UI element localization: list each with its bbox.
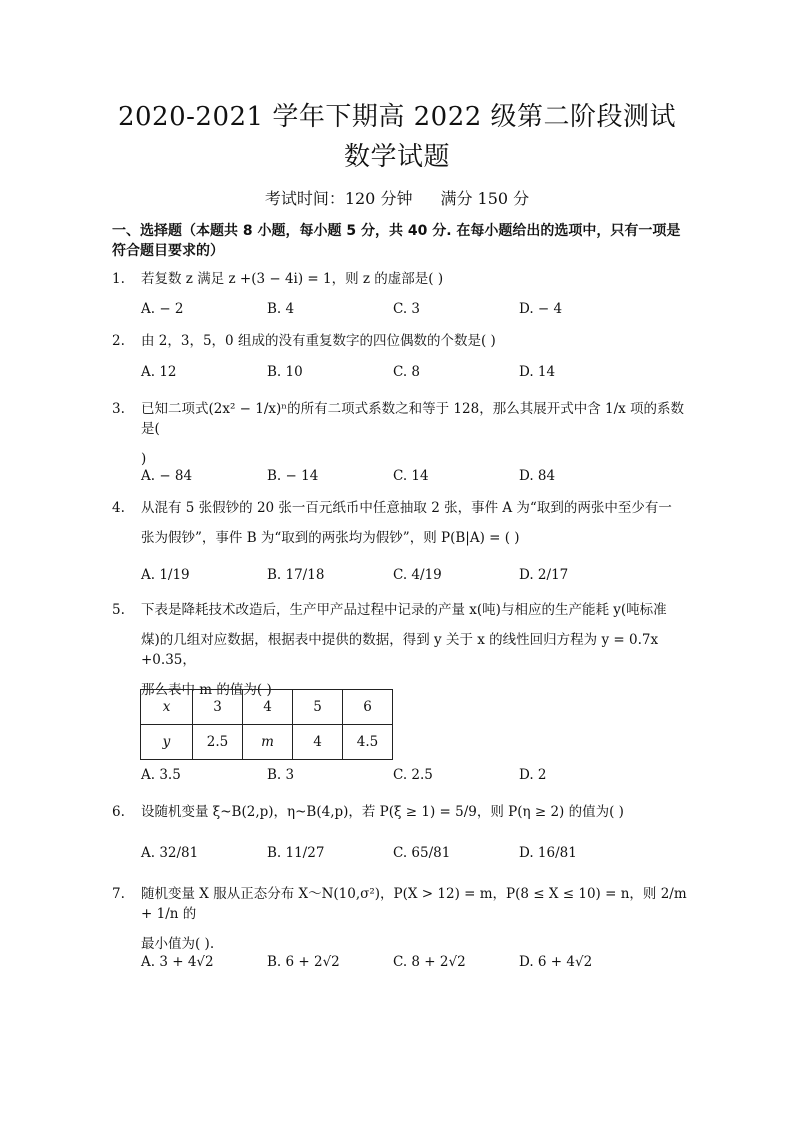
table-row xyxy=(141,725,393,760)
exam-title-line2: 数学试题 xyxy=(343,142,450,172)
question-6 xyxy=(112,802,692,822)
section-heading: 一、选择题（本题共 8 小题，每小题 5 分，共 40 分. 在每小题给出的选项中，只有一项是符合题目要求的） xyxy=(112,223,681,259)
option-c: C. 4/19 xyxy=(393,567,442,583)
option-b: B. − 14 xyxy=(267,468,319,484)
table-cell: 4.5 xyxy=(343,725,393,760)
question-stem-line: 张为假钞”，事件 B 为“取到的两张均为假钞”，则 P(B|A) = ( ) xyxy=(141,530,520,546)
table-cell: 4 xyxy=(243,690,293,725)
option-c: C. 3 xyxy=(393,301,421,317)
question-stem-line: 从混有 5 张假钞的 20 张一百元纸币中任意抽取 2 张，事件 A 为“取到的两张中至少有一 xyxy=(141,500,672,516)
question-stem: 设随机变量 ξ~B(2,p)，η~B(4,p)，若 P(ξ ≥ 1) = 5/9，则 P(η ≥ 2) 的值为( ) xyxy=(141,804,624,820)
question-4 xyxy=(112,498,692,558)
option-d: D. 14 xyxy=(519,364,556,380)
option-b: B. 11/27 xyxy=(267,845,325,861)
table-cell: 2.5 xyxy=(193,725,243,760)
option-d: D. 16/81 xyxy=(519,845,577,861)
option-b: B. 17/18 xyxy=(267,567,325,583)
question-stem-line: 随机变量 X 服从正态分布 X～N(10,σ²)，P(X > 12) = m，P(8 ≤ X ≤ 10) = n，则 2/m + 1/n 的 xyxy=(141,886,687,922)
option-d: D. 84 xyxy=(519,468,556,484)
table-cell: 3 xyxy=(193,690,243,725)
table-cell: 6 xyxy=(343,690,393,725)
option-b: B. 3 xyxy=(267,767,295,783)
option-a: A. − 2 xyxy=(141,301,184,317)
question-number: 3. xyxy=(112,401,125,417)
option-a: A. 3.5 xyxy=(141,767,181,783)
question-number: 5. xyxy=(112,602,125,618)
question-number: 1. xyxy=(112,271,125,287)
question-stem: 若复数 z 满足 z +(3 − 4i) = 1，则 z 的虚部是( ) xyxy=(141,271,444,287)
option-a: A. 3 + 4√2 xyxy=(141,954,214,970)
question-stem-line: ) xyxy=(141,451,147,467)
question-2 xyxy=(112,331,692,351)
question-stem: 由 2，3，5，0 组成的没有重复数字的四位偶数的个数是( ) xyxy=(141,333,496,349)
question-stem-line: 那么表中 m 的值为( ) xyxy=(141,682,272,698)
full-score: 满分 150 分 xyxy=(440,189,530,208)
question-stem-line: 最小值为( ). xyxy=(141,936,215,952)
table-cell: 4 xyxy=(293,725,343,760)
question-stem-line: 已知二项式(2x² − 1/x)ⁿ的所有二项式系数之和等于 128，那么其展开式中含 1/x 项的系数是( xyxy=(141,401,685,437)
question-number: 6. xyxy=(112,804,125,820)
option-a: A. 32/81 xyxy=(141,845,199,861)
option-b: B. 6 + 2√2 xyxy=(267,954,340,970)
option-a: A. 12 xyxy=(141,364,177,380)
option-d: D. − 4 xyxy=(519,301,563,317)
table-cell: x xyxy=(141,690,193,725)
option-d: D. 2 xyxy=(519,767,547,783)
table-row xyxy=(141,690,393,725)
option-c: C. 2.5 xyxy=(393,767,433,783)
table-cell: 5 xyxy=(293,690,343,725)
question-number: 4. xyxy=(112,500,125,516)
option-c: C. 8 + 2√2 xyxy=(393,954,466,970)
data-table xyxy=(140,689,393,760)
option-d: D. 2/17 xyxy=(519,567,569,583)
exam-title-line1: 2020-2021 学年下期高 2022 级第二阶段测试 xyxy=(117,102,677,132)
exam-time: 考试时间：120 分钟 xyxy=(264,189,413,208)
option-b: B. 10 xyxy=(267,364,303,380)
option-c: C. 8 xyxy=(393,364,421,380)
option-b: B. 4 xyxy=(267,301,295,317)
option-a: A. − 84 xyxy=(141,468,193,484)
option-a: A. 1/19 xyxy=(141,567,190,583)
question-number: 7. xyxy=(112,886,125,902)
option-d: D. 6 + 4√2 xyxy=(519,954,593,970)
option-c: C. 65/81 xyxy=(393,845,451,861)
table-cell: m xyxy=(243,725,293,760)
option-c: C. 14 xyxy=(393,468,429,484)
table-cell: y xyxy=(141,725,193,760)
question-1 xyxy=(112,269,692,289)
exam-info xyxy=(0,188,794,210)
question-stem-line: 煤)的几组对应数据，根据表中提供的数据，得到 y 关于 x 的线性回归方程为 y = 0.7x +0.35， xyxy=(141,632,659,668)
question-stem-line: 下表是降耗技术改造后，生产甲产品过程中记录的产量 x(吨)与相应的生产能耗 y(吨标准 xyxy=(141,602,667,618)
question-number: 2. xyxy=(112,333,125,349)
